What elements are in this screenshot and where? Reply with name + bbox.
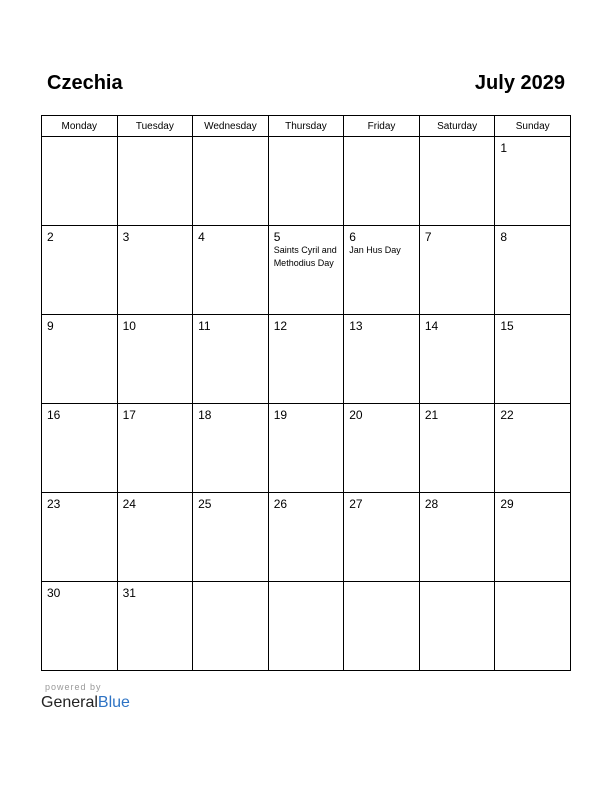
- day-number: 15: [500, 319, 514, 333]
- calendar-day-cell: [495, 315, 571, 404]
- calendar-day-cell: [193, 137, 269, 226]
- calendar-day-cell: [419, 137, 495, 226]
- calendar-day-cell: [42, 493, 118, 582]
- day-number: [495, 582, 570, 586]
- day-number: 30: [47, 586, 61, 600]
- day-number: 12: [273, 319, 288, 333]
- day-number: [269, 582, 344, 586]
- day-number: [344, 582, 419, 586]
- country-title: Czechia: [47, 72, 123, 94]
- generalblue-logo[interactable]: [41, 694, 130, 712]
- holiday-label: Jan Hus Day: [349, 245, 401, 255]
- day-number: 23: [47, 497, 61, 511]
- calendar-day-cell: [193, 582, 269, 671]
- weekday-header: Thursday: [268, 116, 344, 137]
- calendar-day-cell: [419, 582, 495, 671]
- calendar-day-cell: [193, 493, 269, 582]
- calendar-day-cell: [193, 404, 269, 493]
- calendar-day-cell: [495, 493, 571, 582]
- day-number: 19: [273, 408, 288, 422]
- calendar-day-cell: [495, 137, 571, 226]
- calendar-day-cell: [117, 226, 193, 315]
- calendar-day-cell: [419, 315, 495, 404]
- calendar-week-row: [42, 582, 571, 671]
- calendar-day-cell: [268, 137, 344, 226]
- day-number: 31: [122, 586, 136, 600]
- logo-text-general: General: [41, 694, 98, 711]
- day-number: 29: [500, 497, 514, 511]
- calendar-day-cell: [117, 582, 193, 671]
- calendar-day-cell: [42, 226, 118, 315]
- day-number: [344, 137, 419, 141]
- day-number: 11: [198, 319, 211, 333]
- day-number: 14: [424, 319, 439, 333]
- weekday-header: Sunday: [495, 116, 571, 137]
- calendar-day-cell: [193, 226, 269, 315]
- calendar-day-cell: [344, 137, 420, 226]
- day-number: 7: [424, 230, 432, 244]
- calendar-day-cell: [344, 226, 420, 315]
- day-number: 21: [424, 408, 439, 422]
- holiday-label: Saints Cyril and Methodius Day: [273, 245, 337, 268]
- month-title: July 2029: [474, 72, 565, 94]
- powered-by-label: powered by: [45, 682, 102, 692]
- calendar-day-cell: [495, 582, 571, 671]
- weekday-header: Friday: [344, 116, 420, 137]
- calendar-day-cell: [268, 582, 344, 671]
- calendar-day-cell: [344, 493, 420, 582]
- calendar-day-cell: [344, 404, 420, 493]
- calendar-week-row: [42, 493, 571, 582]
- day-number: 3: [122, 230, 130, 244]
- day-number: 22: [500, 408, 514, 422]
- calendar-day-cell: [193, 315, 269, 404]
- calendar-day-cell: [268, 404, 344, 493]
- day-number: [420, 582, 495, 586]
- day-number: 28: [424, 497, 439, 511]
- calendar-day-cell: [419, 404, 495, 493]
- calendar-week-row: [42, 226, 571, 315]
- day-number: 10: [122, 319, 136, 333]
- day-number: [118, 137, 193, 141]
- calendar-day-cell: [344, 315, 420, 404]
- day-number: [420, 137, 495, 141]
- day-number: 20: [349, 408, 363, 422]
- calendar-day-cell: [419, 226, 495, 315]
- calendar-week-row: [42, 137, 571, 226]
- day-number: [193, 137, 268, 141]
- calendar-day-cell: [117, 493, 193, 582]
- calendar-day-cell: [117, 315, 193, 404]
- day-number: 24: [122, 497, 136, 511]
- calendar-day-cell: [268, 226, 344, 315]
- calendar-week-row: [42, 315, 571, 404]
- day-number: 4: [198, 230, 205, 244]
- day-number: 26: [273, 497, 288, 511]
- logo-text-blue: Blue: [97, 694, 130, 711]
- day-number: 17: [122, 408, 136, 422]
- calendar-day-cell: [495, 226, 571, 315]
- weekday-header: Tuesday: [117, 116, 193, 137]
- calendar-day-cell: [42, 404, 118, 493]
- calendar-day-cell: [42, 582, 118, 671]
- day-number: 27: [349, 497, 363, 511]
- day-number: 8: [500, 230, 508, 244]
- calendar-day-cell: [117, 404, 193, 493]
- day-number: 13: [349, 319, 363, 333]
- day-number: [269, 137, 344, 141]
- day-number: 2: [47, 230, 54, 244]
- day-number: [42, 137, 117, 141]
- day-number: 5: [273, 230, 281, 244]
- calendar-day-cell: [268, 493, 344, 582]
- weekday-header: Wednesday: [193, 116, 269, 137]
- calendar-day-cell: [495, 404, 571, 493]
- calendar-day-cell: [42, 315, 118, 404]
- day-number: 18: [198, 408, 212, 422]
- calendar-day-cell: [117, 137, 193, 226]
- calendar-day-cell: [268, 315, 344, 404]
- day-number: 9: [47, 319, 54, 333]
- day-number: 25: [198, 497, 212, 511]
- day-number: 6: [349, 230, 356, 244]
- weekday-header: Monday: [42, 116, 118, 137]
- day-number: [193, 582, 268, 586]
- calendar-week-row: [42, 404, 571, 493]
- weekday-header-row: [42, 116, 571, 137]
- calendar-day-cell: [419, 493, 495, 582]
- calendar-day-cell: [42, 137, 118, 226]
- day-number: 1: [500, 141, 508, 155]
- weekday-header: Saturday: [419, 116, 495, 137]
- calendar-day-cell: [344, 582, 420, 671]
- calendar-grid: [41, 115, 571, 671]
- day-number: 16: [47, 408, 61, 422]
